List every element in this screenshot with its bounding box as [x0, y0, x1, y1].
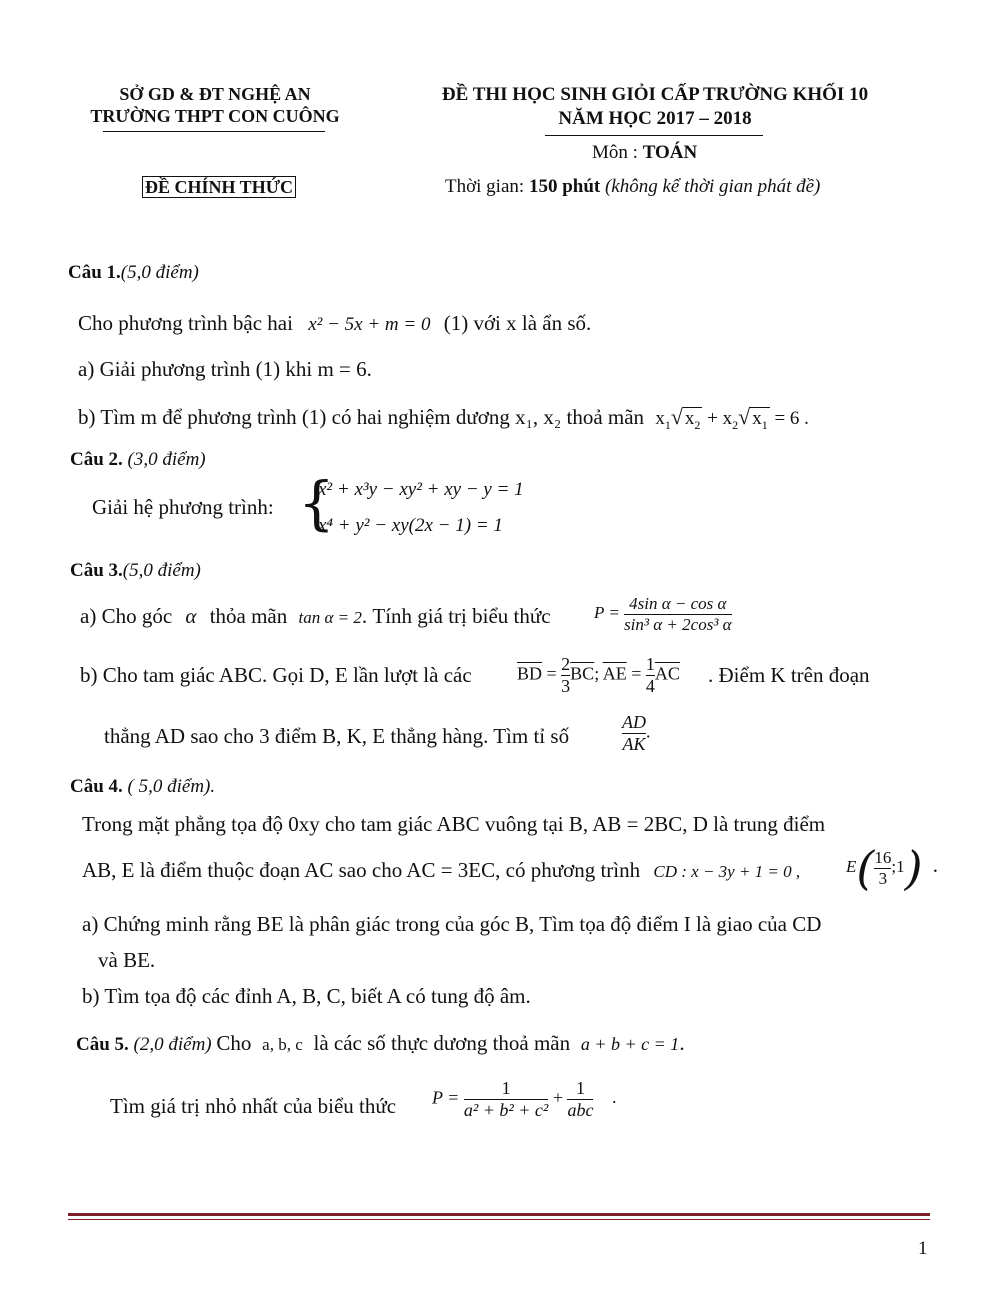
q3-ratio: [622, 712, 651, 754]
subject-label: Môn :: [592, 142, 643, 163]
q3-eq-1: =: [546, 663, 557, 684]
q1-heading: [68, 262, 199, 284]
q2-heading: [70, 449, 206, 471]
q4-points: ( 5,0 điểm).: [127, 776, 216, 797]
q3-num-1: 1: [645, 654, 655, 674]
q4-point-e: [846, 841, 939, 895]
q4-title: Câu 4.: [70, 776, 123, 797]
exam-title: ĐỀ THI HỌC SINH GIỎI CẤP TRƯỜNG KHỐI 10: [441, 84, 869, 105]
q5-points: (2,0 điểm): [133, 1034, 212, 1055]
q1-part-b-text: b) Tìm m để phương trình (1) có hai nghiệm dương x₁, x₂ thoả mãn: [78, 405, 645, 429]
q4-e-num: 16: [874, 847, 892, 867]
q4-part-b: b) Tìm tọa độ các đỉnh A, B, C, biết A có tung độ âm.: [82, 984, 531, 1008]
q3-heading: [70, 560, 201, 582]
q3-a-tail: . Tính giá trị biểu thức: [361, 604, 551, 628]
q3-a-condition: tan α = 2: [298, 608, 362, 627]
q3-p-denominator: sin³ α + 2cos³ α: [624, 614, 732, 634]
q5-end-dot: .: [611, 1087, 617, 1108]
q3-part-b: [80, 663, 472, 688]
q2-title: Câu 2.: [70, 449, 123, 470]
q5-heading: [76, 1031, 685, 1056]
q4-e-label: E: [846, 856, 857, 876]
page-number: 1: [918, 1238, 928, 1259]
q3-frac-2-3: [561, 654, 570, 696]
q3-ratio-ad: AD: [622, 712, 646, 732]
q3-den-4: 4: [645, 675, 655, 696]
q3-vector-relations: [517, 654, 680, 696]
q3-p-fraction: [624, 594, 732, 634]
q5-condition: a + b + c = 1: [580, 1034, 680, 1054]
school-year: NĂM HỌC 2017 – 2018: [558, 108, 752, 129]
q3-ratio-fraction: [622, 712, 646, 754]
q3-ratio-dot: .: [646, 721, 651, 742]
q3-alpha: α: [185, 604, 197, 628]
q4-e-end: .: [932, 852, 939, 877]
q1-root-condition: $x_1√$ $x_2 + x_2√$ $x_1 = 6$ .: [655, 404, 809, 432]
q4-part-a-line-1: a) Chứng minh rằng BE là phân giác trong của góc B, Tìm tọa độ điểm I là giao của CD: [82, 912, 822, 936]
q3-vector-ac: $\overline{AC}$: [654, 663, 680, 684]
q4-line2-text: AB, E là điểm thuộc đoạn AC sao cho AC = 3EC, có phương trình: [82, 858, 641, 882]
q3-a-prefix: a) Cho góc: [80, 604, 173, 628]
q4-e-paren-left: (: [856, 841, 875, 895]
q5-p-label: P =: [432, 1087, 460, 1108]
q3-b-line-2: [104, 724, 569, 749]
q1-title: Câu 1.: [68, 262, 121, 283]
footer-rule-thin: [68, 1219, 930, 1220]
q3-semicolon: ;: [594, 663, 600, 684]
q5-f2-num: 1: [575, 1078, 585, 1098]
q5-f1-den: a² + b² + c²: [463, 1099, 549, 1120]
q4-line-2: [82, 858, 800, 883]
q3-num-2: 2: [561, 654, 571, 674]
subject-line: [592, 142, 697, 164]
q5-f1-num: 1: [501, 1078, 511, 1098]
q5-title: Câu 5.: [76, 1034, 129, 1055]
q3-vector-bd: $\overline{BD}$: [517, 663, 543, 684]
q4-line-1: Trong mặt phẳng tọa độ 0xy cho tam giác ABC vuông tại B, AB = 2BC, D là trung điểm: [82, 812, 826, 836]
q5-p-expression: [432, 1078, 616, 1120]
q3-p-expression: [594, 594, 732, 634]
q2-intro: Giải hệ phương trình:: [92, 495, 274, 519]
q3-points: (5,0 điểm): [122, 560, 201, 581]
q3-p-numerator: 4sin α − cos α: [629, 594, 727, 613]
q3-title: Câu 3.: [70, 560, 123, 581]
q2-points: (3,0 điểm): [127, 449, 206, 470]
official-exam-label: ĐỀ CHÍNH THỨC: [142, 177, 296, 198]
q5-variables: a, b, c: [262, 1035, 303, 1054]
school-underline: [103, 131, 325, 132]
q4-e-den: 3: [874, 868, 891, 889]
q3-ratio-ak: AK: [622, 733, 646, 754]
q3-part-a: [80, 604, 551, 629]
q1-equation: x² − 5x + m = 0: [308, 314, 431, 335]
q3-a-mid: thỏa mãn: [209, 604, 288, 628]
school-name: TRƯỜNG THPT CON CUÔNG: [90, 106, 340, 126]
q4-e-fraction: [874, 848, 891, 888]
q5-f2-den: abc: [567, 1099, 594, 1120]
time-label: Thời gian:: [445, 176, 529, 197]
q3-b-text: b) Cho tam giác ABC. Gọi D, E lần lượt là các: [80, 663, 472, 687]
q1-intro-tail: (1) với x là ẩn số.: [443, 311, 592, 335]
time-line: [445, 176, 820, 198]
q4-e-tail: ;1: [891, 856, 905, 876]
footer-rule-thick: [68, 1213, 930, 1216]
q5-line-2: Tìm giá trị nhỏ nhất của biểu thức: [110, 1094, 397, 1118]
q1-intro-text: Cho phương trình bậc hai: [78, 311, 293, 335]
q3-vector-bc: $\overline{BC}$: [570, 663, 595, 684]
q5-mid-text: là các số thực dương thoả mãn: [313, 1031, 571, 1055]
q3-den-3: 3: [561, 675, 571, 696]
q2-equation-2: x⁴ + y² − xy(2x − 1) = 1: [318, 515, 503, 536]
q4-cd-equation: CD : x − 3y + 1 = 0 ,: [653, 862, 801, 881]
q5-fraction-1: [464, 1078, 548, 1120]
q3-eq-2: =: [631, 663, 642, 684]
q2-equation-1: x² + x³y − xy² + xy − y = 1: [318, 479, 524, 500]
time-value: 150 phút: [528, 176, 601, 197]
q3-b-line2-text: thẳng AD sao cho 3 điểm B, K, E thẳng hàng. Tìm tỉ số: [104, 724, 570, 748]
q2-system-brace: {: [298, 469, 335, 537]
q4-part-a-line-2: và BE.: [98, 948, 156, 972]
q5-plus: +: [552, 1087, 563, 1108]
q4-heading: [70, 776, 215, 798]
department-name: SỞ GD & ĐT NGHỆ AN: [119, 84, 311, 104]
q3-vector-ae: $\overline{AE}$: [602, 663, 627, 684]
year-underline: [545, 135, 763, 136]
subject-name: TOÁN: [642, 142, 698, 163]
q4-e-paren-right: ): [904, 841, 923, 895]
q3-b-tail: . Điểm K trên đoạn: [708, 663, 870, 687]
q5-fraction-2: [567, 1078, 593, 1120]
q1-condition-value: = 6 .: [774, 408, 809, 429]
q5-intro: Cho: [216, 1031, 252, 1055]
q1-intro: [78, 311, 591, 336]
time-note: (không kể thời gian phát đề): [604, 176, 821, 197]
q3-p-label: P =: [594, 602, 620, 622]
q1-part-b: [78, 404, 809, 433]
q5-dot: .: [679, 1031, 685, 1055]
q3-frac-1-4: [646, 654, 655, 696]
q1-points: (5,0 điểm): [120, 262, 199, 283]
q1-part-a: a) Giải phương trình (1) khi m = 6.: [78, 357, 372, 381]
